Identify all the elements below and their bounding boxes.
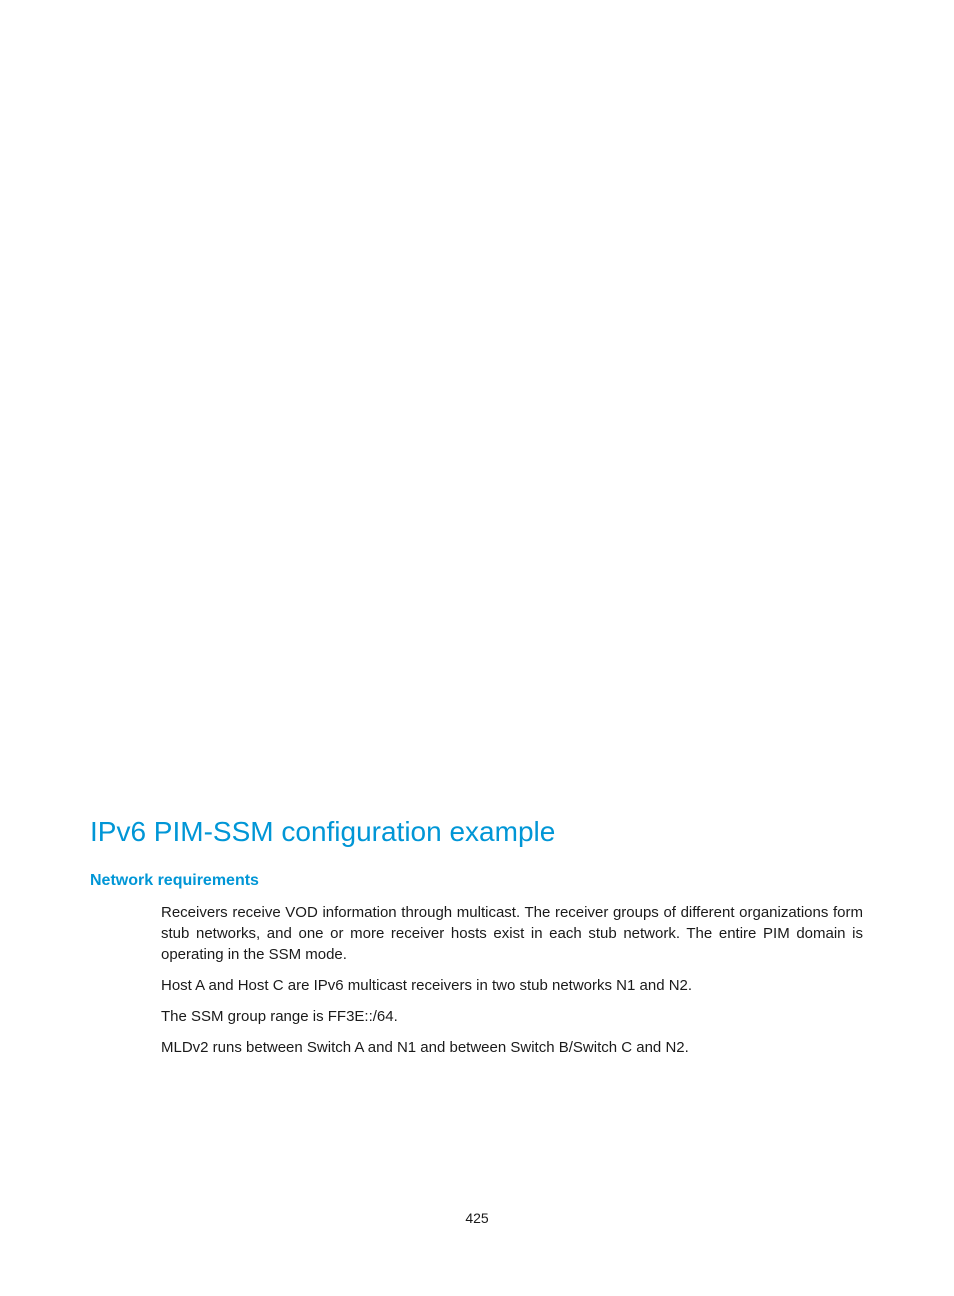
paragraph-vod-receivers: Receivers receive VOD information through multicast. The receiver groups of different organizations form stub networks, and one or more receiver hosts exist in each stub network. The entire PIM domain is operating in the SSM mode. (161, 904, 863, 963)
paragraph-ssm-group-range: The SSM group range is FF3E::/64. (161, 1008, 398, 1025)
subsection-title: Network requirements (90, 872, 259, 889)
page-number: 425 (465, 1210, 489, 1226)
paragraph-mldv2: MLDv2 runs between Switch A and N1 and between Switch B/Switch C and N2. (161, 1039, 689, 1056)
paragraph-ipv6-receivers: Host A and Host C are IPv6 multicast receivers in two stub networks N1 and N2. (161, 977, 693, 994)
section-title: IPv6 PIM-SSM configuration example (90, 816, 556, 847)
